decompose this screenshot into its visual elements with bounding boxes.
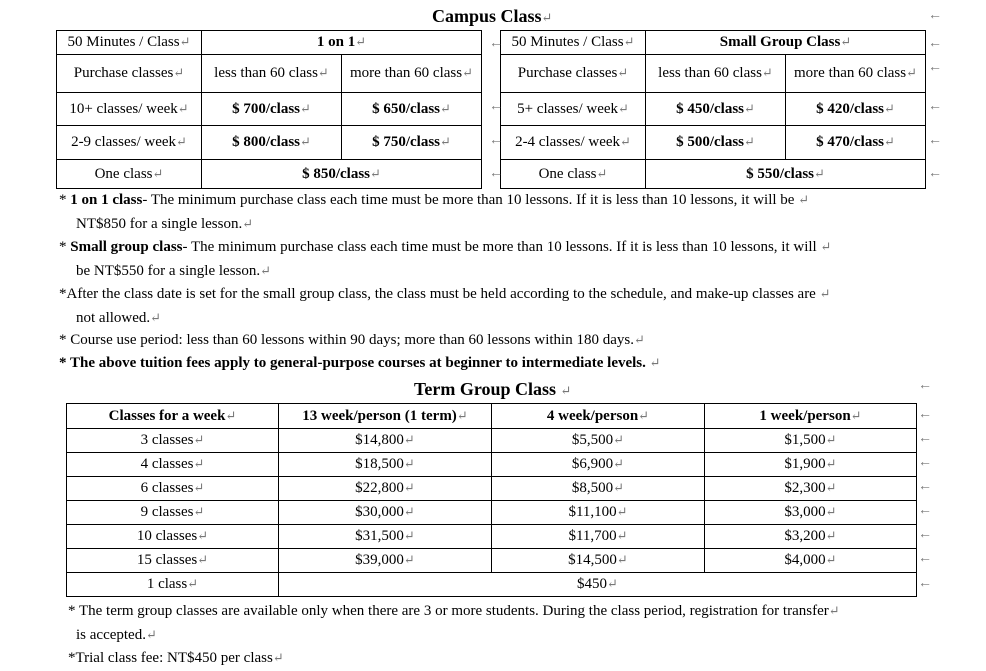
row-end-mark — [489, 36, 503, 52]
duration-header: 50 Minutes / Class ↵ — [501, 31, 646, 55]
table-row: 10 classes ↵ $31,500 ↵ $11,700 ↵ $3,200 ↵ — [67, 525, 917, 549]
frequency-label: 10+ classes/ week ↵ — [57, 93, 202, 126]
table-row: 9 classes ↵ $30,000 ↵ $11,100 ↵ $3,000 ↵ — [67, 501, 917, 525]
one-class-price: $ 850/class ↵ — [202, 160, 482, 189]
row-end-mark — [928, 36, 942, 52]
small-group-table — [500, 30, 926, 189]
one-on-one-table — [56, 30, 482, 189]
one-class-label: One class ↵ — [501, 160, 646, 189]
row-end-mark — [918, 479, 932, 495]
term-header: 4 week/person ↵ — [492, 404, 705, 429]
row-end-mark — [489, 99, 503, 115]
note-bold-label: 1 on 1 class — [70, 192, 143, 208]
purchase-classes-label: Purchase classes ↵ — [501, 55, 646, 93]
table-row: 3 classes ↵ $14,800 ↵ $5,500 ↵ $1,500 ↵ — [67, 429, 917, 453]
frequency-label: 5+ classes/ week ↵ — [501, 93, 646, 126]
term-header-row — [67, 404, 917, 429]
more-than-60-header: more than 60 class ↵ — [342, 55, 482, 93]
less-than-60-header: less than 60 class ↵ — [202, 55, 342, 93]
row-end-mark — [928, 166, 942, 182]
table-row: 6 classes ↵ $22,800 ↵ $8,500 ↵ $2,300 ↵ — [67, 477, 917, 501]
one-class-label: 1 class ↵ — [67, 573, 279, 597]
table-row — [67, 573, 917, 597]
table-row: 15 classes ↵ $39,000 ↵ $14,500 ↵ $4,000 ↵ — [67, 549, 917, 573]
term-header: Classes for a week ↵ — [67, 404, 279, 429]
row-end-mark — [918, 431, 932, 447]
price-cell: $ 450/class ↵ — [646, 93, 786, 126]
note-one-on-one: * 1 on 1 class- The minimum purchase class each time must be more than 10 lessons. If it is less than 10 lessons, it will be ↵ NT$850 for a single lesson. ↵ — [59, 188, 919, 236]
row-end-mark — [918, 455, 932, 471]
row-end-mark — [918, 551, 932, 567]
more-than-60-header: more than 60 class ↵ — [786, 55, 926, 93]
row-end-mark — [918, 378, 932, 394]
price-cell: $ 500/class ↵ — [646, 126, 786, 160]
row-end-mark — [918, 576, 932, 592]
price-cell: $ 700/class ↵ — [202, 93, 342, 126]
term-header: 13 week/person (1 term) ↵ — [279, 404, 492, 429]
term-group-class-title-text: Term Group Class — [414, 379, 557, 399]
campus-class-title-text: Campus Class — [432, 6, 542, 26]
row-end-mark — [928, 133, 942, 149]
note-trial-fee: *Trial class fee: NT$450 per class ↵ — [68, 646, 928, 670]
frequency-label: 2-9 classes/ week ↵ — [57, 126, 202, 160]
row-end-mark — [489, 166, 503, 182]
one-class-label: One class ↵ — [57, 160, 202, 189]
campus-class-title — [432, 6, 552, 27]
price-cell: $ 750/class ↵ — [342, 126, 482, 160]
row-end-mark — [489, 133, 503, 149]
term-group-class-title — [414, 379, 571, 400]
price-cell: $ 420/class ↵ — [786, 93, 926, 126]
term-group-table — [66, 403, 917, 597]
purchase-classes-label: Purchase classes ↵ — [57, 55, 202, 93]
one-on-one-header: 1 on 1 ↵ — [202, 31, 482, 55]
row-end-mark — [918, 503, 932, 519]
note-use-period: * Course use period: less than 60 lessons within 90 days; more than 60 lessons within 180 days. ↵ — [59, 328, 919, 352]
less-than-60-header: less than 60 class ↵ — [646, 55, 786, 93]
price-cell: $ 650/class ↵ — [342, 93, 482, 126]
row-end-mark — [928, 99, 942, 115]
row-end-mark — [918, 407, 932, 423]
duration-header: 50 Minutes / Class ↵ — [57, 31, 202, 55]
table-row: 4 classes ↵ $18,500 ↵ $6,900 ↵ $1,900 ↵ — [67, 453, 917, 477]
price-cell: $ 470/class ↵ — [786, 126, 926, 160]
row-end-mark — [928, 60, 942, 76]
note-term-transfer: * The term group classes are available only when there are 3 or more students. During the class period, registration for transfer ↵ is accepted. ↵ — [68, 599, 948, 647]
note-bold-label: Small group class — [70, 239, 183, 255]
small-group-header: Small Group Class ↵ — [646, 31, 926, 55]
row-end-mark — [928, 8, 942, 24]
note-fee-scope: * The above tuition fees apply to general-purpose courses at beginner to intermediate levels. ↵ — [59, 351, 919, 375]
note-makeup-policy: *After the class date is set for the small group class, the class must be held according to the schedule, and make-up classes are ↵ not allowed. ↵ — [59, 282, 919, 330]
one-class-price: $450 ↵ — [279, 573, 917, 597]
note-small-group: * Small group class- The minimum purchase class each time must be more than 10 lessons. If it is less than 10 lessons, it will ↵ be NT$550 for a single lesson. ↵ — [59, 235, 919, 283]
one-class-price: $ 550/class ↵ — [646, 160, 926, 189]
price-cell: $ 800/class ↵ — [202, 126, 342, 160]
frequency-label: 2-4 classes/ week ↵ — [501, 126, 646, 160]
term-header: 1 week/person ↵ — [705, 404, 917, 429]
row-end-mark — [918, 527, 932, 543]
